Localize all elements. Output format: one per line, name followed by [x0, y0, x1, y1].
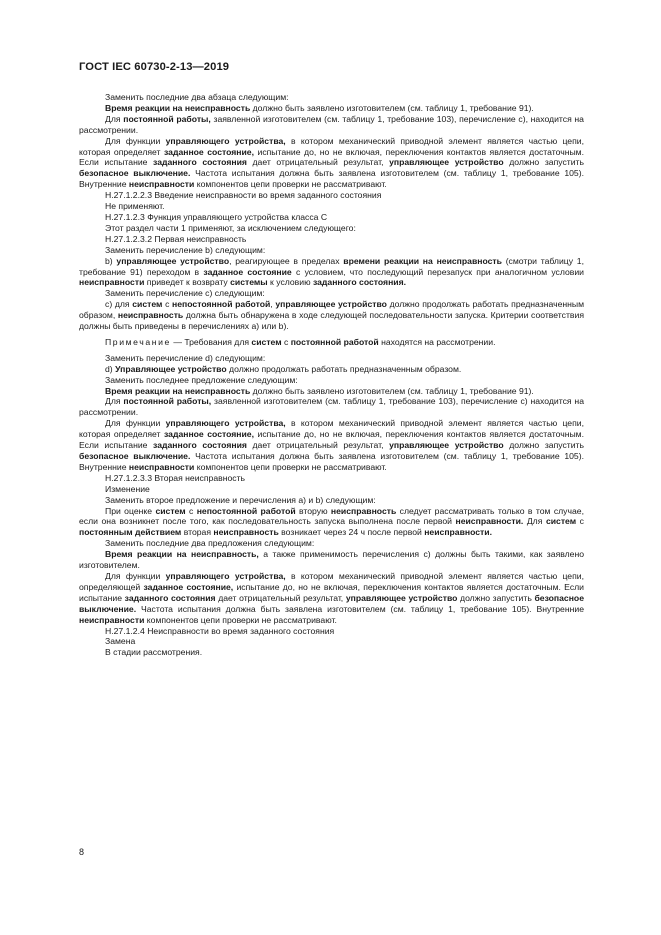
bold-term: неисправности. — [455, 516, 524, 527]
bold-term: управляющее устройство — [389, 157, 504, 168]
document-body — [79, 92, 584, 658]
text-run: Примечание — [105, 336, 171, 347]
text-run: Частота испытания должна быть заявлена изготовителем (см. таблицу 1, требование 105). Внутренние — [79, 451, 584, 472]
text-run: Заменить последние два предложения следующим: — [105, 538, 315, 549]
bold-term: непостоянной работой — [196, 505, 296, 516]
bold-term: Управляющее устройство — [115, 363, 227, 374]
text-run: дает отрицательный результат, — [215, 592, 346, 603]
text-run: возникает через 24 ч после первой — [278, 527, 425, 538]
text-run: должно продолжать работать предназначенным образом. — [226, 363, 462, 374]
bold-term: управляющее устройство — [389, 440, 504, 451]
bold-term: управляющее устройство — [275, 299, 387, 310]
text-run: Для функции — [105, 570, 166, 581]
text-run: Для функции — [105, 418, 166, 429]
bold-term: неисправность — [117, 310, 184, 321]
bold-term: заданное состояние, — [164, 146, 254, 157]
text-run: находятся на рассмотрении. — [378, 336, 496, 347]
bold-term: неисправности — [128, 461, 195, 472]
bold-term: неисправности. — [424, 527, 492, 538]
paragraph — [79, 245, 584, 256]
paragraph — [79, 626, 584, 637]
paragraph — [79, 549, 584, 571]
text-run: — Требования для — [170, 336, 252, 347]
bold-term: системы — [230, 277, 268, 288]
text-run: Заменить перечисление d) следующим: — [105, 352, 266, 363]
text-run: Для функции — [105, 135, 166, 146]
text-run: Для — [523, 516, 546, 527]
paragraph — [79, 288, 584, 299]
paragraph — [79, 386, 584, 397]
paragraph — [79, 571, 584, 626]
text-run: должно продолжать работать предназначенным образом, — [79, 299, 585, 321]
text-run: с — [162, 299, 173, 310]
bold-term: Время реакции на неисправность — [105, 102, 251, 113]
bold-term: безопасное выключение. — [79, 451, 191, 461]
bold-term: управляющее устройство — [116, 255, 230, 266]
text-run: в котором механический приводной элемент является частью цепи, которая определяет — [79, 135, 584, 157]
text-run: с — [281, 336, 291, 347]
text-run: приведет к возврату — [144, 277, 231, 288]
text-run: В стадии рассмотрения. — [105, 647, 203, 658]
bold-term: Время реакции на неисправность, — [105, 549, 259, 560]
text-run: Для — [105, 396, 124, 407]
text-run: в котором механический приводной элемент является частью цепи, определяющей — [79, 570, 584, 592]
bold-term: неисправности — [79, 277, 145, 288]
text-run: заявленной изготовителем (см. таблицу 1, требование 103), перечисление с), находится на рассмотрении. — [79, 113, 584, 135]
paragraph — [79, 636, 584, 647]
paragraph — [79, 353, 584, 364]
bold-term: заданного состояния — [153, 440, 247, 451]
text-run: Частота испытания должна быть заявлена изготовителем (см. таблицу 1, требование 105). Внутренние — [136, 603, 584, 614]
text-run: должно запустить — [503, 157, 584, 168]
text-run: Н.27.1.2.2.3 Введение неисправности во время заданного состояния — [105, 190, 382, 201]
text-run: Н.27.1.2.4 Неисправности во время заданного состояния — [105, 625, 335, 636]
bold-term: заданного состояния. — [312, 277, 407, 288]
text-run: должно быть заявлено изготовителем (см. таблицу 1, требование 91). — [250, 102, 534, 113]
text-run: должно запустить — [457, 592, 535, 603]
text-run: должно запустить — [503, 440, 584, 451]
paragraph — [79, 136, 584, 191]
paragraph — [79, 256, 584, 289]
text-run: а также применимость перечисления с) должны быть такими, как заявлено изготовителем. — [79, 549, 585, 571]
bold-term: заданное состояние, — [164, 429, 254, 440]
text-run: в котором механический приводной элемент является частью цепи, которая определяет — [79, 418, 584, 440]
text-run: компонентов цепи проверки не рассматривают. — [144, 614, 337, 625]
paragraph — [79, 473, 584, 484]
text-run: вторую — [295, 505, 331, 516]
document-header: ГОСТ IEC 60730-2-13—2019 — [79, 61, 230, 73]
bold-term: постоянным действием — [79, 527, 182, 538]
text-run: с условием, что последующий перезапуск при аналогичном условии — [291, 266, 584, 277]
bold-term: управляющего устройства, — [165, 135, 286, 146]
text-run: вторая — [181, 527, 214, 538]
bold-term: систем — [545, 516, 577, 527]
text-run: должно быть заявлено изготовителем (см. таблицу 1, требование 91). — [250, 385, 534, 396]
paragraph — [79, 375, 584, 386]
bold-term: неисправность — [213, 527, 279, 538]
text-run: должна быть обнаружена в ходе следующей последовательности запуска. Критерии соответствия должны быть приведены в перечислениях а) или b). — [79, 310, 584, 332]
text-run: компонентов цепи проверки не рассматривают. — [194, 461, 387, 472]
text-run: к условию — [267, 277, 313, 288]
bold-term: управляющего устройства, — [165, 418, 286, 429]
text-run: с) для — [105, 299, 133, 310]
bold-term: управляющего устройства, — [165, 570, 286, 581]
bold-term: заданное состояние — [203, 266, 292, 277]
bold-term: систем — [251, 336, 282, 347]
text-run: дает отрицательный результат, — [246, 157, 390, 168]
bold-term: систем — [132, 299, 163, 310]
paragraph — [79, 234, 584, 245]
paragraph — [79, 647, 584, 658]
bold-term: заданное состояние, — [143, 581, 234, 592]
text-run: , реагирующее в пределах — [229, 255, 344, 266]
text-run: Н.27.1.2.3 Функция управляющего устройства класса С — [105, 211, 328, 222]
paragraph — [79, 114, 584, 136]
text-run: испытание до, но не включая, переключения контактов является достаточным. Если испытание — [79, 146, 585, 168]
paragraph — [79, 396, 584, 418]
text-run: Изменение — [105, 483, 150, 494]
text-run: Заменить перечисление с) следующим: — [105, 288, 265, 299]
bold-term: постоянной работы, — [123, 113, 211, 124]
text-run: Заменить последние два абзаца следующим: — [105, 92, 289, 102]
text-run: d) — [105, 363, 116, 374]
paragraph — [79, 506, 584, 539]
text-run: Заменить перечисление b) следующим: — [105, 244, 266, 255]
text-run: Замена — [105, 636, 136, 647]
text-run: Заменить второе предложение и перечисления а) и b) следующим: — [105, 494, 376, 505]
text-run: Частота испытания должна быть заявлена изготовителем (см. таблицу 1, требование 105). Внутренние — [79, 168, 584, 190]
text-run: Для — [105, 113, 124, 124]
note-paragraph — [79, 337, 584, 348]
bold-term: постоянной работы, — [123, 396, 212, 407]
text-run: При оценке — [105, 505, 156, 516]
bold-term: Время реакции на неисправность — [105, 385, 251, 396]
paragraph — [79, 299, 584, 332]
bold-term: неисправности — [128, 179, 195, 190]
bold-term: неисправности — [79, 614, 145, 625]
paragraph — [79, 190, 584, 201]
text-run: с — [185, 505, 197, 516]
bold-term: постоянной работой — [290, 336, 379, 347]
text-run: следует рассматривать только в том случае, если она возникнет после того, как последовательность запуска выполнена после первой — [79, 505, 584, 527]
bold-term: непостоянной работой — [172, 299, 271, 310]
paragraph — [79, 418, 584, 473]
page-number: 8 — [79, 847, 85, 857]
bold-term: безопасное выключение. — [79, 592, 584, 614]
text-run: Заменить последнее предложение следующим: — [105, 374, 298, 385]
text-run: Этот раздел части 1 применяют, за исключением следующего: — [105, 222, 356, 233]
paragraph — [79, 223, 584, 234]
bold-term: заданного состояния — [124, 592, 216, 603]
paragraph — [79, 495, 584, 506]
text-run: дает отрицательный результат, — [246, 440, 390, 451]
text-run: (смотри таблицу 1, требование 91) переходом в — [79, 255, 584, 277]
paragraph — [79, 484, 584, 495]
text-run: b) — [105, 255, 117, 266]
bold-term: времени реакции на неисправность — [343, 255, 502, 266]
text-run: , — [270, 299, 276, 310]
text-run: Н.27.1.2.3.2 Первая неисправность — [105, 233, 247, 244]
paragraph — [79, 212, 584, 223]
text-run: компонентов цепи проверки не рассматривают. — [194, 179, 387, 190]
paragraph — [79, 538, 584, 549]
bold-term: заданного состояния — [153, 157, 247, 168]
text-run: Не применяют. — [105, 201, 165, 212]
bold-term: управляющее устройство — [345, 592, 458, 603]
paragraph — [79, 364, 584, 375]
paragraph — [79, 103, 584, 114]
paragraph — [79, 92, 584, 103]
text-run: Н.27.1.2.3.3 Вторая неисправность — [105, 472, 246, 483]
paragraph — [79, 201, 584, 212]
text-run: с — [576, 516, 584, 527]
bold-term: неисправность — [330, 505, 397, 516]
text-run: заявленной изготовителем (см. таблицу 1, требование 103), перечисление с) находится на рассмотрении. — [79, 396, 584, 418]
bold-term: систем — [155, 505, 186, 516]
text-run: испытание до, но не включая, переключения контактов является достаточным. Если испытание — [79, 429, 585, 451]
bold-term: безопасное выключение. — [79, 168, 191, 179]
text-run: испытание до, но не включая, переключения контактов является достаточным. Если испытание — [79, 581, 584, 603]
